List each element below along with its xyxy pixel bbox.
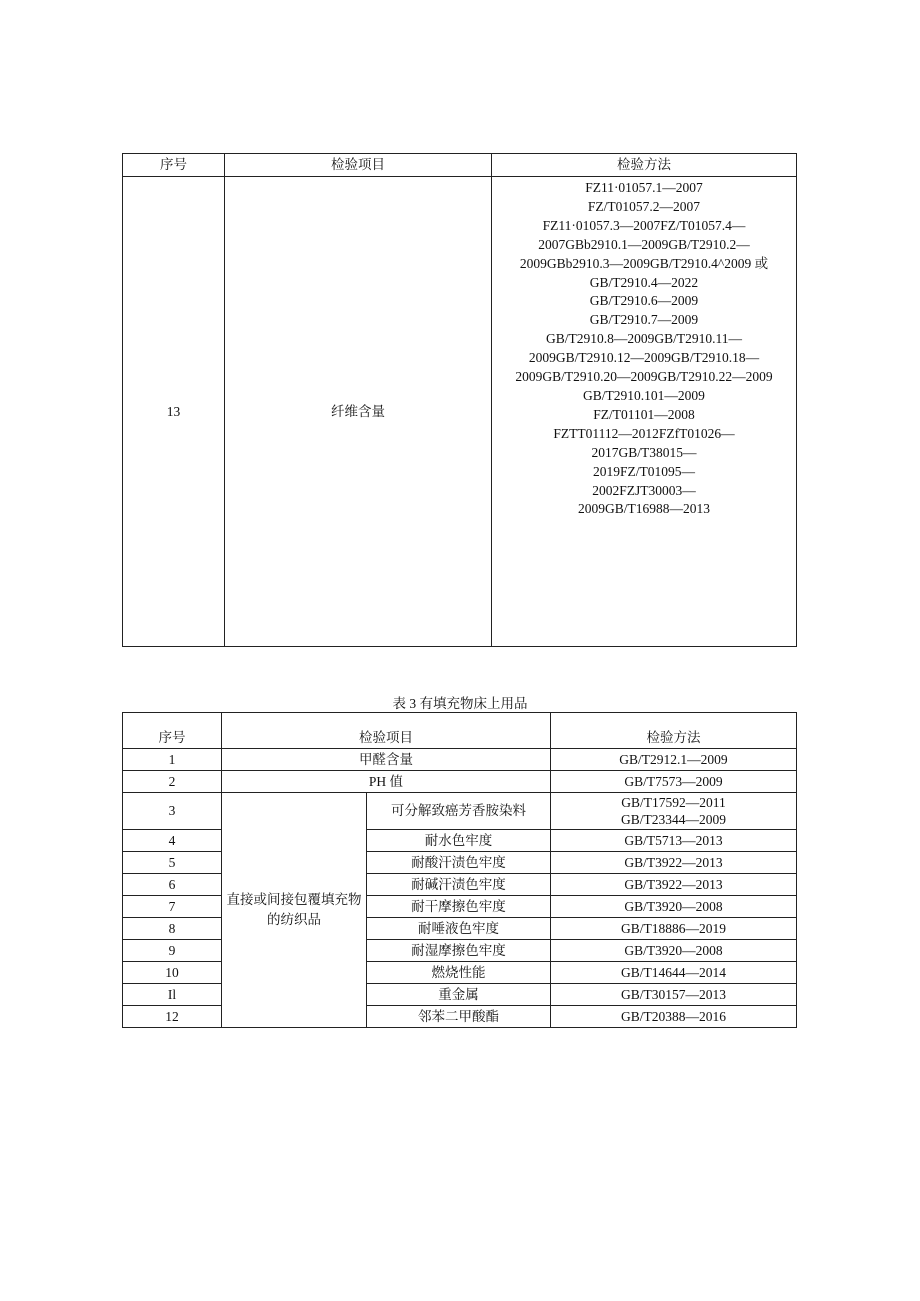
row-method: GB/T30157—2013 — [551, 984, 797, 1006]
row-item: 邻苯二甲酸酯 — [367, 1006, 551, 1028]
row-no: 12 — [123, 1006, 222, 1028]
method-line: FZTT01112—2012FZfT01026— — [553, 425, 735, 441]
table-row — [123, 771, 797, 793]
row-no: 2 — [123, 771, 222, 793]
table-header-row — [123, 713, 797, 749]
row-no: 8 — [123, 918, 222, 940]
method-line: GB/T2910.8—2009GB/T2910.11— — [545, 331, 742, 347]
row-method: GB/T2912.1—2009 — [551, 749, 797, 771]
row-method: GB/T3922—2013 — [551, 852, 797, 874]
method-line: 2009GB/T2910.12—2009GB/T2910.18— — [528, 350, 760, 366]
row-method: GB/T18886—2019 — [551, 918, 797, 940]
row-item: 重金属 — [367, 984, 551, 1006]
method-line: GB/T17592—2011 — [621, 795, 726, 810]
method-line: GB/T23344—2009 — [620, 812, 726, 827]
table-bedding — [122, 712, 797, 1028]
table-fiber-content — [122, 153, 797, 647]
header-no: 序号 — [123, 154, 225, 177]
row-no: 13 — [123, 177, 225, 647]
row-item: 耐水色牢度 — [367, 830, 551, 852]
header-method: 检验方法 — [492, 154, 797, 177]
row-no: 3 — [123, 793, 222, 830]
method-line: FZ/T01057.2—2007 — [587, 198, 701, 214]
method-line: 2017GB/T38015— — [591, 444, 697, 460]
row-item: 耐唾液色牢度 — [367, 918, 551, 940]
row-no: 7 — [123, 896, 222, 918]
table-header-row — [123, 154, 797, 177]
row-method: GB/T3920—2008 — [551, 896, 797, 918]
row-no: 9 — [123, 940, 222, 962]
method-line: 2007GBb2910.1—2009GB/T2910.2— — [538, 236, 750, 252]
method-line: 2009GB/T16988—2013 — [577, 501, 710, 517]
row-item: 耐碱汗渍色牢度 — [367, 874, 551, 896]
row-item: 耐干摩擦色牢度 — [367, 896, 551, 918]
row-item: 可分解致癌芳香胺染料 — [367, 793, 551, 830]
row-no: 1 — [123, 749, 222, 771]
row-methods — [492, 177, 797, 647]
row-no: 10 — [123, 962, 222, 984]
method-line: GB/T2910.6—2009 — [589, 293, 699, 309]
row-no: 6 — [123, 874, 222, 896]
row-item: 甲醛含量 — [222, 749, 551, 771]
row-no: 5 — [123, 852, 222, 874]
method-line: FZ11·01057.3—2007FZ/T01057.4— — [542, 217, 746, 233]
row-item: 耐湿摩擦色牢度 — [367, 940, 551, 962]
row-item: PH 值 — [222, 771, 551, 793]
row-method: GB/T7573—2009 — [551, 771, 797, 793]
method-line: FZ11·01057.1—2007 — [585, 180, 703, 195]
method-line: 2009GBb2910.3—2009GB/T2910.4^2009 或 — [519, 255, 769, 271]
row-method: GB/T3922—2013 — [551, 874, 797, 896]
row-item: 耐酸汗渍色牢度 — [367, 852, 551, 874]
row-method: GB/T3920—2008 — [551, 940, 797, 962]
method-line: FZ/T01101—2008 — [593, 406, 695, 422]
row-method: GB/T14644—2014 — [551, 962, 797, 984]
row-method: GB/T20388—2016 — [551, 1006, 797, 1028]
table-row — [123, 793, 797, 830]
row-item: 燃烧性能 — [367, 962, 551, 984]
method-line: 2009GB/T2910.20—2009GB/T2910.22—2009 — [515, 369, 773, 385]
method-line: GB/T2910.4—2022 — [589, 274, 699, 290]
row-method — [551, 793, 797, 830]
table-row — [123, 749, 797, 771]
group-label: 直接或间接包覆填充物的纺织品 — [222, 793, 367, 1028]
header-method: 检验方法 — [551, 713, 797, 749]
row-no: Il — [123, 984, 222, 1006]
header-no: 序号 — [123, 713, 222, 749]
row-method: GB/T5713—2013 — [551, 830, 797, 852]
method-line: GB/T2910.101—2009 — [583, 387, 705, 403]
table-row — [123, 177, 797, 647]
header-item: 检验项目 — [222, 713, 551, 749]
method-line: 2002FZJT30003— — [592, 482, 696, 498]
method-line: GB/T2910.7—2009 — [589, 312, 699, 328]
row-item: 纤维含量 — [225, 177, 492, 647]
table-caption: 表 3 有填充物床上用品 — [392, 696, 528, 711]
row-no: 4 — [123, 830, 222, 852]
method-line: 2019FZ/T01095— — [592, 463, 695, 479]
header-item: 检验项目 — [225, 154, 492, 177]
